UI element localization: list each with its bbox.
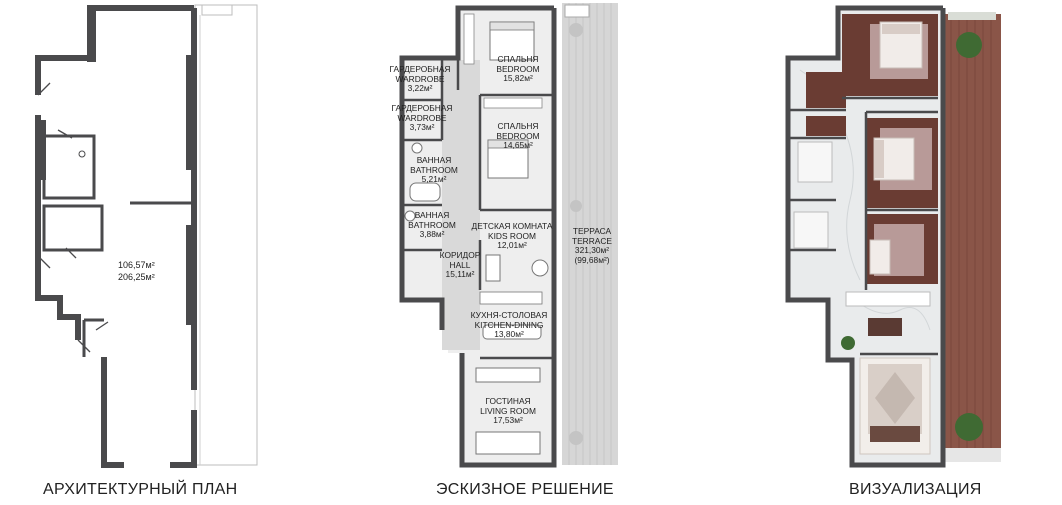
visualization-drawing bbox=[770, 0, 1030, 475]
caption-sketch: ЭСКИЗНОЕ РЕШЕНИЕ bbox=[436, 481, 614, 498]
wall-thick-right2 bbox=[186, 225, 195, 325]
room-label-bathroom2: ВАННАЯ BATHROOM 3,88м² bbox=[408, 210, 456, 239]
terrace-wood bbox=[943, 14, 1001, 460]
room-label-kids: ДЕТСКАЯ КОМНАТА KIDS ROOM 12,01м² bbox=[471, 221, 553, 250]
architectural-plan-panel bbox=[0, 0, 300, 475]
wardrobe-cabinet bbox=[464, 14, 474, 64]
room-label-bedroom2: СПАЛЬНЯ BEDROOM 14,65м² bbox=[496, 121, 540, 150]
pillows bbox=[882, 24, 920, 34]
dining-table bbox=[868, 318, 902, 336]
room-label-bathroom1: ВАННАЯ BATHROOM 5,21м² bbox=[410, 155, 458, 184]
room-label-hall: КОРИДОР HALL 15,11м² bbox=[439, 250, 481, 279]
room-label-wardrobe1: ГАРДЕРОБНАЯ WARDROBE 3,22м² bbox=[389, 64, 451, 93]
terrace-rail bbox=[202, 5, 232, 15]
tree-icon bbox=[955, 413, 983, 441]
room-label-bedroom1: СПАЛЬНЯ BEDROOM 15,82м² bbox=[496, 54, 540, 83]
terrace-planter bbox=[565, 5, 589, 17]
area-total-text: 206,25м² bbox=[118, 272, 155, 282]
caption-architectural-plan: АРХИТЕКТУРНЫЙ ПЛАН bbox=[43, 481, 238, 498]
plant-icon bbox=[570, 200, 582, 212]
kids-bed bbox=[486, 255, 500, 281]
kids-chair bbox=[532, 260, 548, 276]
bathroom1 bbox=[798, 142, 832, 182]
kitchen-counter bbox=[480, 292, 542, 304]
wardrobe-floor bbox=[806, 72, 846, 108]
interior-walls bbox=[44, 136, 194, 357]
kids-bed bbox=[870, 240, 890, 274]
bathtub bbox=[410, 183, 440, 201]
sofa bbox=[476, 432, 540, 454]
terrace-outline bbox=[195, 5, 257, 465]
wardrobe2-floor bbox=[806, 116, 846, 136]
plant-icon bbox=[569, 431, 583, 445]
tree-icon bbox=[956, 32, 982, 58]
room-label-living: ГОСТИНАЯ LIVING ROOM 17,53м² bbox=[480, 396, 536, 425]
exterior-walls bbox=[38, 8, 194, 465]
drain-icon bbox=[79, 151, 85, 157]
sofa bbox=[870, 426, 920, 442]
doors bbox=[38, 83, 108, 352]
tv-unit bbox=[476, 368, 540, 382]
pillows bbox=[874, 140, 884, 178]
terrace-rail bbox=[948, 12, 996, 20]
caption-visualization: ВИЗУАЛИЗАЦИЯ bbox=[849, 481, 982, 498]
plant-icon bbox=[841, 336, 855, 350]
pillows bbox=[490, 22, 534, 30]
room-label-kitchen: КУХНЯ-СТОЛОВАЯ KITCHEN-DINING 13,80м² bbox=[470, 310, 548, 339]
room-label-terrace: ТЕРРАСА TERRACE 321,30м² (99,68м²) bbox=[571, 226, 613, 265]
terrace-step bbox=[943, 448, 1001, 462]
wardrobe-cabinet bbox=[484, 98, 542, 108]
toilet-icon bbox=[412, 143, 422, 153]
architectural-plan-drawing bbox=[0, 0, 300, 475]
sketch-plan-panel bbox=[380, 0, 640, 475]
area-living-text: 106,57м² bbox=[118, 260, 155, 270]
wall-thick-top bbox=[87, 5, 96, 62]
plant-icon bbox=[569, 23, 583, 37]
room-label-wardrobe2: ГАРДЕРОБНАЯ WARDROBE 3,73м² bbox=[391, 103, 453, 132]
wall-thick-right bbox=[186, 55, 195, 170]
visualization-panel bbox=[770, 0, 1030, 475]
kitchen-counter bbox=[846, 292, 930, 306]
bathroom2 bbox=[794, 212, 828, 248]
